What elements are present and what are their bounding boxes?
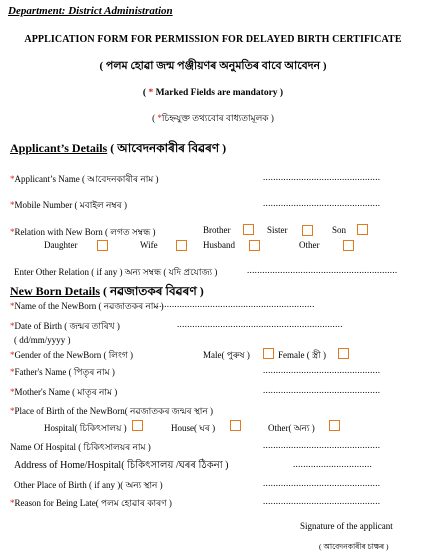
place-of-birth-label: *Place of Birth of the NewBorn( নৱজাতকৰ জন্মৰ স্থান ) bbox=[10, 406, 214, 416]
pob-house-checkbox[interactable] bbox=[230, 420, 241, 431]
pob-hospital-checkbox[interactable] bbox=[132, 420, 143, 431]
pob-house-label: House( ঘৰ ) bbox=[171, 423, 216, 433]
relation-wife-checkbox[interactable] bbox=[176, 240, 187, 251]
form-title: APPLICATION FORM FOR PERMISSION FOR DELAYED BIRTH CERTIFICATE bbox=[24, 34, 402, 45]
father-name-label: *Father's Name ( পিতৃৰ নাম ) bbox=[10, 367, 115, 377]
pob-other-checkbox[interactable] bbox=[329, 420, 340, 431]
hospital-name-label: Name Of Hospital ( চিকিৎসালয়ৰ নাম ) bbox=[10, 442, 151, 452]
relation-son-label: Son bbox=[332, 225, 347, 235]
pob-hospital-label: Hospital( চিকিৎসালয় ) bbox=[44, 423, 127, 433]
newborn-name-label: *Name of the NewBorn ( নৱজাতকৰ নাম ) bbox=[10, 301, 164, 311]
relation-other-checkbox[interactable] bbox=[343, 240, 354, 251]
father-name-field[interactable]: .............................................. bbox=[263, 365, 381, 375]
mandatory-note: ( * Marked Fields are mandatory ) bbox=[142, 88, 284, 98]
relation-husband-checkbox[interactable] bbox=[249, 240, 260, 251]
newborn-name-field[interactable]: ............................................................... bbox=[154, 299, 315, 309]
mandatory-note-local: ( *চিহ্নযুক্ত তথ্যবোৰ বাধ্যতামূলক ) bbox=[152, 113, 274, 123]
applicant-section-heading: Applicant’s Details ( আবেদনকাৰীৰ বিৱৰণ ) bbox=[10, 141, 227, 155]
gender-female-label: Female ( স্ত্ৰী ) bbox=[278, 350, 327, 360]
mobile-number-field[interactable]: .............................................. bbox=[263, 198, 381, 208]
other-place-label: Other Place of Birth ( if any )( অন্য স্থান ) bbox=[14, 480, 163, 490]
mobile-number-label: *Mobile Number ( মবাইল নম্বৰ ) bbox=[10, 200, 127, 210]
relation-sister-checkbox[interactable] bbox=[302, 225, 313, 236]
other-relation-label: Enter Other Relation ( if any ) অন্য সম্বন্ধ ( যদি প্ৰযোজ্য ) bbox=[14, 267, 218, 277]
other-relation-field[interactable]: ........................................................... bbox=[247, 265, 398, 275]
applicant-name-label: *Applicant’s Name ( আবেদনকাৰীৰ নাম ) bbox=[10, 174, 159, 184]
relation-wife-label: Wife bbox=[140, 240, 158, 250]
gender-label: *Gender of the NewBorn ( লিংগ ) bbox=[10, 350, 134, 360]
gender-female-checkbox[interactable] bbox=[338, 348, 349, 359]
gender-male-checkbox[interactable] bbox=[263, 348, 274, 359]
signature-label-local: ( আবেদনকাৰীৰ চাক্ষৰ ) bbox=[319, 542, 389, 551]
mother-name-field[interactable]: .............................................. bbox=[263, 385, 381, 395]
mother-name-label: *Mother's Name ( মাতৃৰ নাম ) bbox=[10, 387, 118, 397]
relation-daughter-label: Daughter bbox=[44, 240, 78, 250]
pob-other-label: Other( অন্য ) bbox=[268, 423, 315, 433]
department-heading: Department: District Administration bbox=[8, 5, 173, 17]
hospital-name-field[interactable]: .............................................. bbox=[263, 440, 381, 450]
newborn-section-heading: New Born Details ( নৱজাতকৰ বিৱৰণ ) bbox=[10, 284, 204, 298]
dob-field[interactable]: ................................................................. bbox=[177, 319, 343, 329]
relation-son-checkbox[interactable] bbox=[357, 224, 368, 235]
reason-label: *Reason for Being Late( পলম হোৱাৰ কাৰণ ) bbox=[10, 498, 172, 508]
relation-sister-label: Sister bbox=[267, 225, 288, 235]
relation-brother-label: Brother bbox=[203, 225, 231, 235]
relation-label: *Relation with New Born ( লগত সম্বন্ধ ) bbox=[10, 227, 156, 237]
form-subtitle: ( পলম হোৱা জন্ম পঞ্জীয়ণৰ অনুমতিৰ বাবে আবেদন ) bbox=[99, 60, 327, 72]
applicant-name-field[interactable]: .............................................. bbox=[263, 172, 381, 182]
gender-male-label: Male( পুৰুষ ) bbox=[203, 350, 250, 360]
relation-brother-checkbox[interactable] bbox=[243, 224, 254, 235]
relation-other-label: Other bbox=[299, 240, 320, 250]
relation-daughter-checkbox[interactable] bbox=[97, 240, 108, 251]
address-label: Address of Home/Hospital( চিকিৎসালয় /ঘৰৰ ঠিকনা ) bbox=[14, 460, 229, 471]
dob-label: *Date of Birth ( জন্মৰ তাৰিখ ) bbox=[10, 321, 120, 331]
relation-husband-label: Husband bbox=[203, 240, 235, 250]
other-place-field[interactable]: .............................................. bbox=[263, 478, 381, 488]
dob-format-hint: ( dd/mm/yyyy ) bbox=[14, 335, 71, 345]
signature-label: Signature of the applicant bbox=[300, 521, 393, 531]
address-field[interactable]: ............................... bbox=[293, 459, 373, 469]
reason-field[interactable]: .............................................. bbox=[263, 496, 381, 506]
